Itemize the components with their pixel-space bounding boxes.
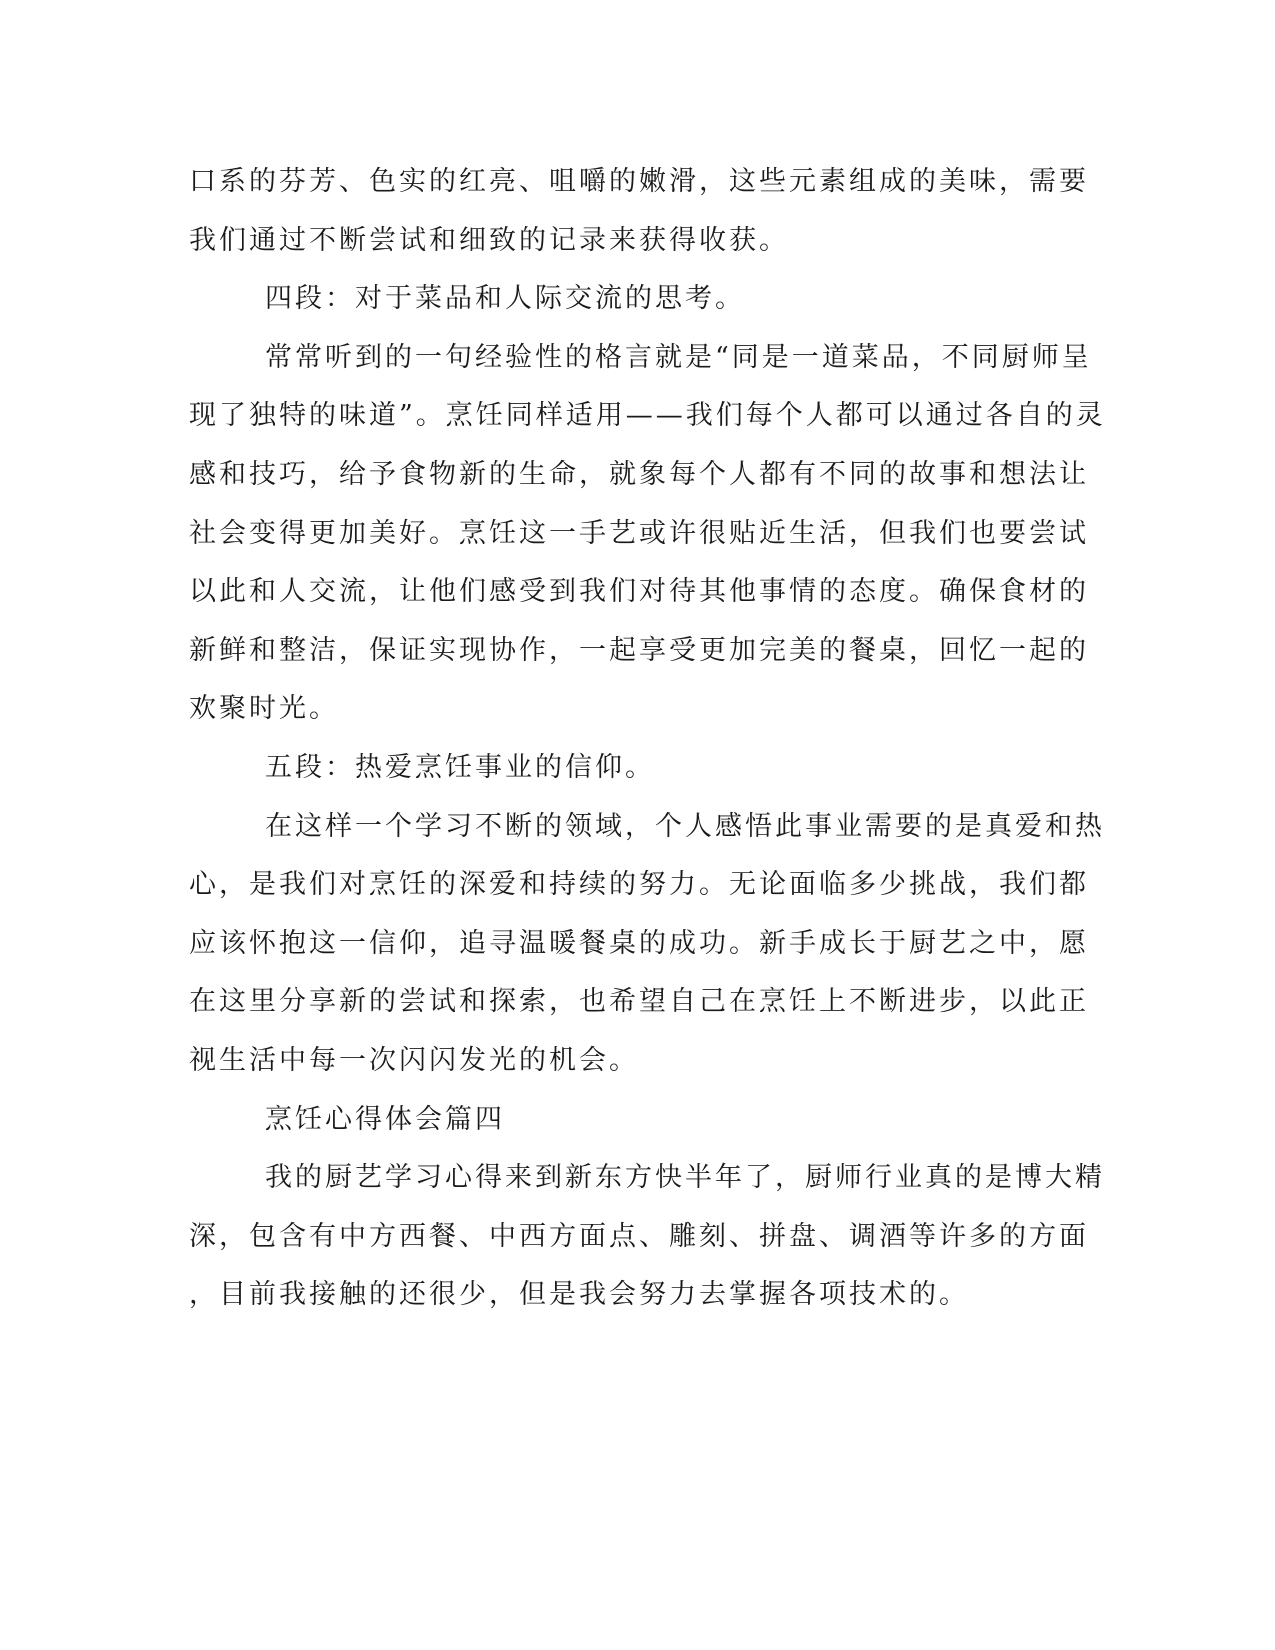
article-title: 烹饪心得体会篇四 (265, 1104, 505, 1135)
text-line: 以此和人交流，让他们感受到我们对待其他事情的态度。确保食材的 (189, 576, 1089, 607)
text-line: ，目前我接触的还很少，但是我会努力去掌握各项技术的。 (189, 1279, 969, 1310)
text-line: 现了独特的味道”。烹饪同样适用——我们每个人都可以通过各自的灵 (189, 400, 1106, 431)
text-line: 新鲜和整洁，保证实现协作，一起享受更加完美的餐桌，回忆一起的 (189, 635, 1089, 666)
paragraph-first-line: 我的厨艺学习心得来到新东方快半年了，厨师行业真的是博大精 (265, 1162, 1105, 1193)
text-line: 在这里分享新的尝试和探索，也希望自己在烹饪上不断进步，以此正 (189, 986, 1089, 1017)
section-heading: 四段：对于菜品和人际交流的思考。 (265, 283, 745, 314)
text-line: 感和技巧，给予食物新的生命，就象每个人都有不同的故事和想法让 (189, 459, 1089, 490)
text-line: 社会变得更加美好。烹饪这一手艺或许很贴近生活，但我们也要尝试 (189, 518, 1089, 549)
text-line: 视生活中每一次闪闪发光的机会。 (189, 1045, 639, 1076)
text-line: 深，包含有中方西餐、中西方面点、雕刻、拼盘、调酒等许多的方面 (189, 1221, 1089, 1252)
text-line: 心，是我们对烹饪的深爱和持续的努力。无论面临多少挑战，我们都 (189, 869, 1089, 900)
text-line: 口系的芬芳、色实的红亮、咀嚼的嫩滑，这些元素组成的美味，需要 (189, 166, 1089, 197)
paragraph-first-line: 在这样一个学习不断的领域，个人感悟此事业需要的是真爱和热 (265, 811, 1105, 842)
section-heading: 五段：热爱烹饪事业的信仰。 (265, 752, 655, 783)
text-line: 我们通过不断尝试和细致的记录来获得收获。 (189, 225, 789, 256)
text-line: 应该怀抱这一信仰，追寻温暖餐桌的成功。新手成长于厨艺之中，愿 (189, 928, 1089, 959)
paragraph-first-line: 常常听到的一句经验性的格言就是“同是一道菜品，不同厨师呈 (265, 342, 1092, 373)
text-line: 欢聚时光。 (189, 693, 339, 724)
